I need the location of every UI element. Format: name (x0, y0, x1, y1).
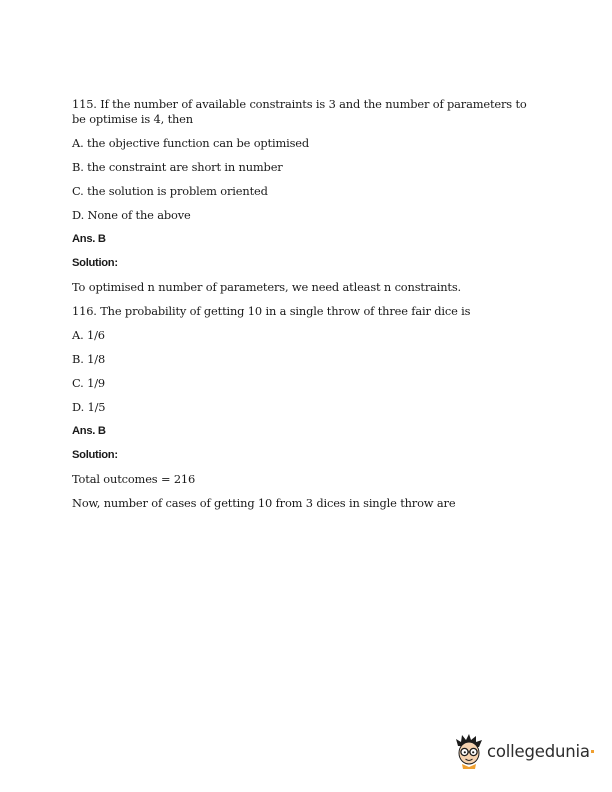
q116-solution-label: Solution: (72, 449, 118, 461)
q116-option-a: A. 1/6 (72, 328, 105, 342)
q116-option-b: B. 1/8 (72, 352, 106, 366)
q115-option-b: B. the constraint are short in number (72, 160, 283, 174)
q116-solution-line-1: Total outcomes = 216 (72, 472, 196, 486)
q116-solution-line-2: Now, number of cases of getting 10 from 3 dices in single throw are (72, 496, 456, 510)
q116-option-d: D. 1/5 (72, 400, 106, 414)
brand-dot (591, 750, 594, 753)
q115-option-c: C. the solution is problem oriented (72, 184, 268, 198)
brand-name: collegedunia (487, 741, 590, 761)
question-115-text: 115. If the number of available constraints is 3 and the number of parameters to be optimise is 4, then (72, 97, 527, 126)
q116-option-c: C. 1/9 (72, 376, 105, 390)
collegedunia-logo (453, 733, 594, 769)
q115-solution-label: Solution: (72, 257, 118, 269)
q115-answer: Ans. B (72, 233, 106, 245)
document-body (72, 97, 540, 520)
question-116-text: 116. The probability of getting 10 in a single throw of three fair dice is (72, 304, 471, 318)
q115-solution-line: To optimised n number of parameters, we need atleast n constraints. (72, 280, 462, 294)
student-mascot-icon (453, 733, 485, 769)
q115-option-a: A. the objective function can be optimised (72, 136, 310, 150)
q115-option-d: D. None of the above (72, 208, 191, 222)
q116-answer: Ans. B (72, 425, 106, 437)
